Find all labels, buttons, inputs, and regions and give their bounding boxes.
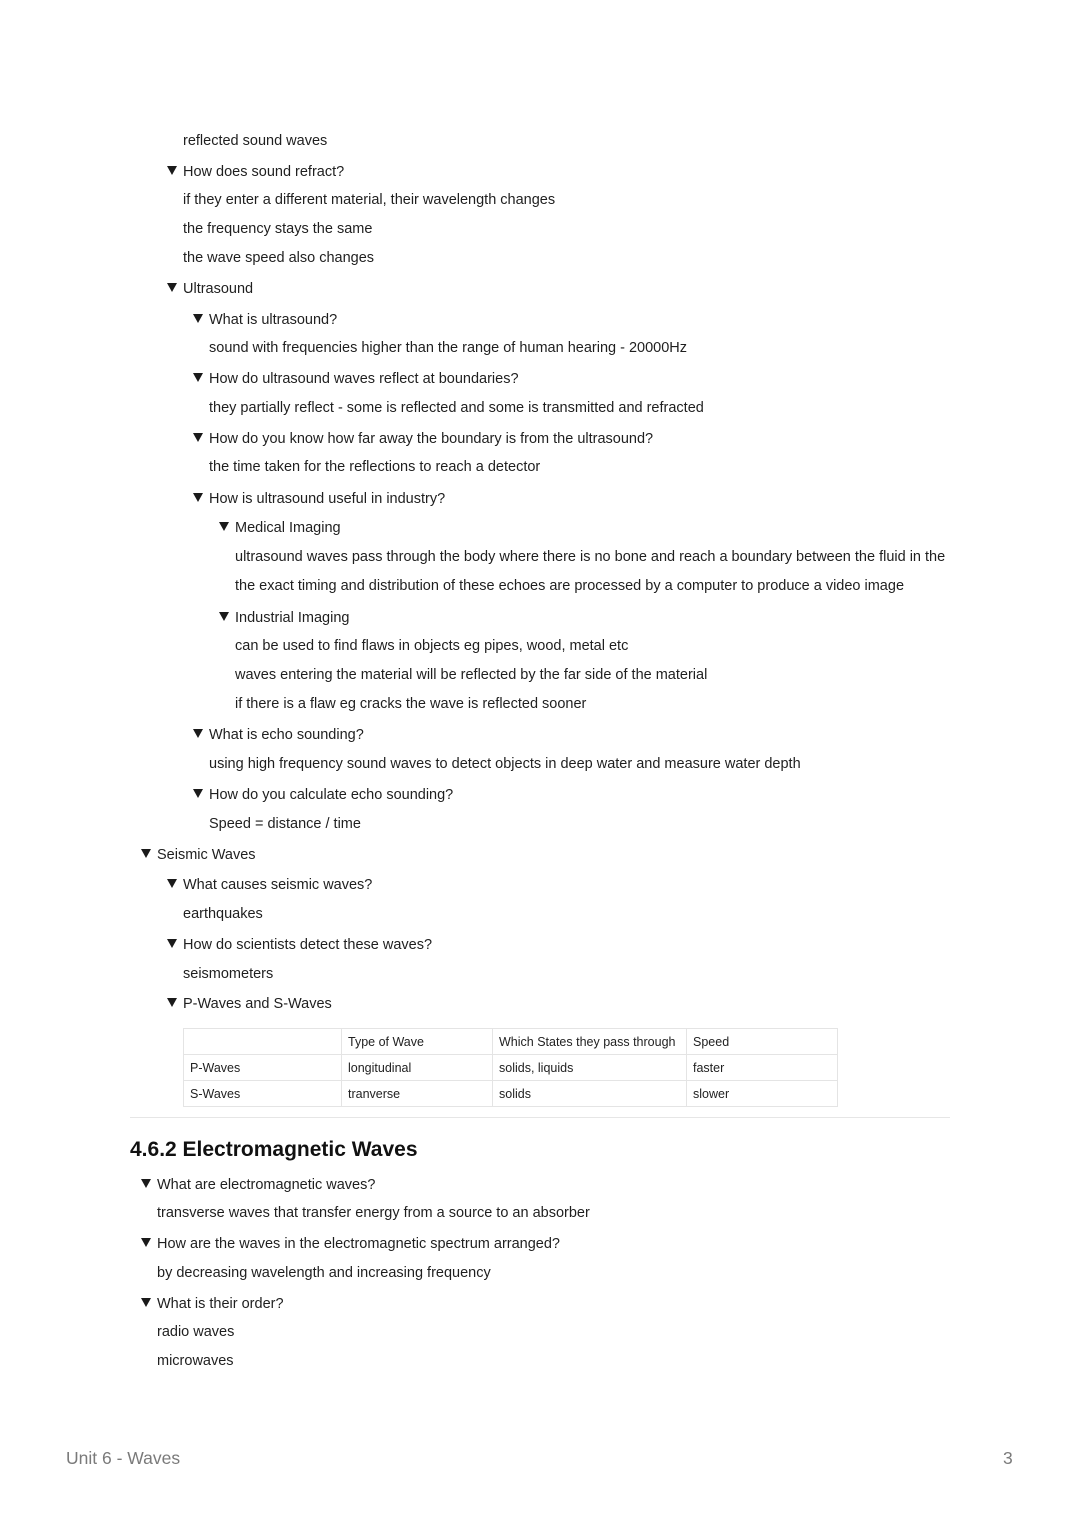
table-header-row xyxy=(184,1029,838,1055)
toggle-arrow-icon[interactable] xyxy=(193,493,203,502)
text-line: Speed = distance / time xyxy=(209,816,361,832)
toggle-item[interactable]: What causes seismic waves? xyxy=(167,875,372,895)
table-cell: solids xyxy=(493,1081,687,1107)
table-cell: slower xyxy=(687,1081,838,1107)
section-heading: 4.6.2 Electromagnetic Waves xyxy=(130,1138,418,1161)
toggle-arrow-icon[interactable] xyxy=(193,433,203,442)
toggle-item[interactable]: How do scientists detect these waves? xyxy=(167,935,432,955)
text-line: using high frequency sound waves to detect objects in deep water and measure water depth xyxy=(209,756,801,772)
toggle-item[interactable]: How do you know how far away the boundary is from the ultrasound? xyxy=(193,429,653,449)
table-cell: P-Waves xyxy=(184,1055,342,1081)
toggle-item[interactable]: What is ultrasound? xyxy=(193,310,337,330)
page-number: 3 xyxy=(1003,1448,1013,1468)
toggle-arrow-icon[interactable] xyxy=(219,522,229,531)
text-line: earthquakes xyxy=(183,906,263,922)
toggle-arrow-icon[interactable] xyxy=(167,166,177,175)
table-cell: tranverse xyxy=(342,1081,493,1107)
toggle-item[interactable]: Ultrasound xyxy=(167,279,253,299)
toggle-item[interactable]: Industrial Imaging xyxy=(219,608,349,628)
toggle-item[interactable]: What is their order? xyxy=(141,1294,284,1314)
table-cell: S-Waves xyxy=(184,1081,342,1107)
text-line: radio waves xyxy=(157,1324,235,1340)
table-row xyxy=(184,1081,838,1107)
text-line: microwaves xyxy=(157,1353,234,1369)
toggle-arrow-icon[interactable] xyxy=(141,1238,151,1247)
table-cell: solids, liquids xyxy=(493,1055,687,1081)
waves-table xyxy=(183,1028,838,1107)
toggle-arrow-icon[interactable] xyxy=(193,729,203,738)
text-line: the exact timing and distribution of these echoes are processed by a computer to produce a video image xyxy=(235,578,905,594)
table-row xyxy=(184,1055,838,1081)
toggle-arrow-icon[interactable] xyxy=(167,879,177,888)
toggle-arrow-icon[interactable] xyxy=(141,849,151,858)
table-cell: Which States they pass through xyxy=(493,1029,687,1055)
table-cell: Type of Wave xyxy=(342,1029,493,1055)
toggle-arrow-icon[interactable] xyxy=(167,283,177,292)
toggle-item[interactable]: What is echo sounding? xyxy=(193,725,364,745)
toggle-item[interactable]: Seismic Waves xyxy=(141,845,256,865)
text-line: transverse waves that transfer energy from a source to an absorber xyxy=(157,1205,590,1221)
toggle-item[interactable]: Medical Imaging xyxy=(219,518,341,538)
toggle-arrow-icon[interactable] xyxy=(193,789,203,798)
toggle-arrow-icon[interactable] xyxy=(167,998,177,1007)
toggle-arrow-icon[interactable] xyxy=(193,314,203,323)
text-line: by decreasing wavelength and increasing frequency xyxy=(157,1265,491,1281)
table-cell: faster xyxy=(687,1055,838,1081)
toggle-arrow-icon[interactable] xyxy=(193,373,203,382)
text-line: the frequency stays the same xyxy=(183,221,373,237)
section-divider xyxy=(130,1117,950,1118)
table-cell: longitudinal xyxy=(342,1055,493,1081)
text-line: reflected sound waves xyxy=(183,133,328,149)
toggle-item[interactable]: How do ultrasound waves reflect at boundaries? xyxy=(193,369,519,389)
text-line: they partially reflect - some is reflected and some is transmitted and refracted xyxy=(209,400,704,416)
toggle-arrow-icon[interactable] xyxy=(141,1179,151,1188)
toggle-item[interactable]: How do you calculate echo sounding? xyxy=(193,785,453,805)
table-cell xyxy=(184,1029,342,1055)
text-line: the wave speed also changes xyxy=(183,250,375,266)
text-line: can be used to find flaws in objects eg pipes, wood, metal etc xyxy=(235,638,629,654)
table-cell: Speed xyxy=(687,1029,838,1055)
text-line: if they enter a different material, their wavelength changes xyxy=(183,192,556,208)
text-line: sound with frequencies higher than the range of human hearing - 20000Hz xyxy=(209,340,688,356)
text-line: waves entering the material will be reflected by the far side of the material xyxy=(235,667,708,683)
toggle-item[interactable]: How are the waves in the electromagnetic spectrum arranged? xyxy=(141,1234,560,1254)
toggle-arrow-icon[interactable] xyxy=(167,939,177,948)
toggle-item[interactable]: What are electromagnetic waves? xyxy=(141,1175,375,1195)
text-line: ultrasound waves pass through the body where there is no bone and reach a boundary between the fluid in the xyxy=(235,549,946,565)
toggle-item[interactable]: P-Waves and S-Waves xyxy=(167,994,332,1014)
text-line: the time taken for the reflections to reach a detector xyxy=(209,459,541,475)
toggle-item[interactable]: How does sound refract? xyxy=(167,162,344,182)
footer-title: Unit 6 - Waves xyxy=(66,1448,181,1468)
text-line: if there is a flaw eg cracks the wave is reflected sooner xyxy=(235,696,587,712)
text-line: seismometers xyxy=(183,966,274,982)
toggle-arrow-icon[interactable] xyxy=(141,1298,151,1307)
toggle-arrow-icon[interactable] xyxy=(219,612,229,621)
toggle-item[interactable]: How is ultrasound useful in industry? xyxy=(193,489,445,509)
